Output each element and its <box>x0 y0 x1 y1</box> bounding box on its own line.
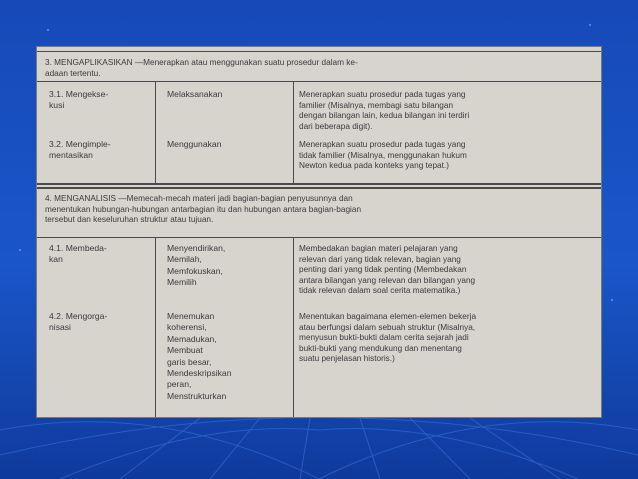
col-divider-1-s4 <box>155 237 156 418</box>
row-3-1-verb: Melaksanakan <box>167 89 223 99</box>
row-3-2-verb: Menggunakan <box>167 139 222 149</box>
col-divider-1-s3 <box>155 81 156 183</box>
row-4-2-description: Menentukan bagaimana elemen-elemen bekerja atau berfungsi dalam sebuah struktur (Misalnya, menyusun bukti-bukti dalam cerita sejarah jadi bukti-bukti yang mendukung dan menentang suatu penjelasan historis.) <box>299 311 477 364</box>
rule-section3-header <box>37 81 601 82</box>
row-3-2-code: 3.2. Mengimple- mentasikan <box>49 139 111 160</box>
rule-section4-header <box>37 237 601 238</box>
row-4-1-description: Membedakan bagian materi pelajaran yang relevan dari yang tidak relevan, bagian yang penting dari yang tidak penting (Membedakan antara bilangan yang relevan dan bilangan yang tidak relevan dalam soal cerita matematika.) <box>299 243 476 296</box>
col-divider-2-s3 <box>293 81 294 183</box>
section4-heading: 4. MENGANALISIS —Memecah-mecah materi jadi bagian-bagian penyusunnya dan menentukan hubungan-hubungan antarbagian itu dan hubungan antara bagian-bagian tersebut dan keseluruhan struktur atau tujuan. <box>45 193 362 225</box>
col-divider-2-s4 <box>293 237 294 418</box>
section3-heading: 3. MENGAPLIKASIKAN —Menerapkan atau menggunakan suatu prosedur dalam ke- adaan tertentu. <box>45 57 358 78</box>
row-3-2-description: Menerapkan suatu prosedur pada tugas yang tidak familier (Misalnya, menggunakan hukum Newton kedua pada konteks yang tepat.) <box>299 139 467 171</box>
row-3-1-code: 3.1. Mengekse- kusi <box>49 89 109 110</box>
row-4-1-code: 4.1. Membeda- kan <box>49 243 107 264</box>
rule-section3-end <box>37 183 601 185</box>
row-4-2-code: 4.2. Mengorga- nisasi <box>49 311 108 332</box>
document-photo <box>36 46 602 418</box>
row-3-1-description: Menerapkan suatu prosedur pada tugas yang familier (Misalnya, membagi satu bilangan dengan bilangan lain, kedua bilangan ini terdiri dari beberapa digit). <box>299 89 470 131</box>
row-4-1-verb: Menyendirikan, Memilah, Memfokuskan, Memilih <box>167 243 226 288</box>
rule-top <box>37 51 601 52</box>
row-4-2-verb: Menemukan koherensi, Memadukan, Membuat garis besar, Mendeskripsikan peran, Menstrukturkan <box>167 311 232 401</box>
rule-section4-start <box>37 187 601 189</box>
